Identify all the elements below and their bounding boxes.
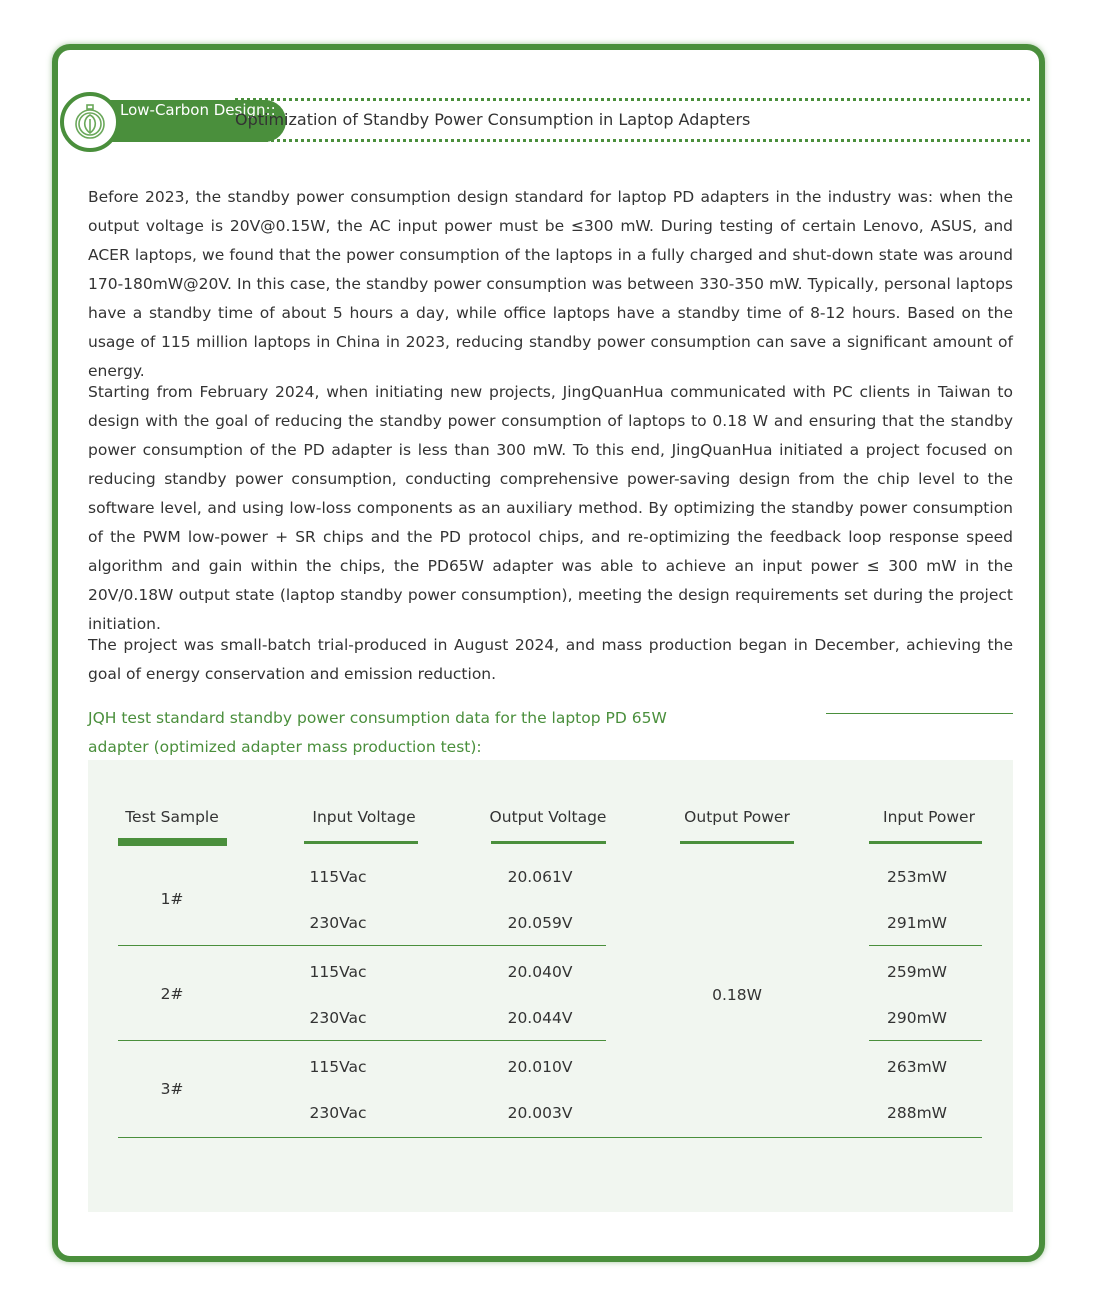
- header-underline: [491, 841, 606, 844]
- sample-name: 1#: [160, 890, 184, 908]
- sample-name: 2#: [160, 985, 184, 1003]
- badge-label: Low-Carbon Design::: [100, 100, 286, 142]
- table-caption: JQH test standard standby power consumption data for the laptop PD 65W adapter (optimized adapter mass production test):: [88, 709, 667, 756]
- header-underline: [118, 838, 227, 846]
- column-header: Input Power: [883, 808, 975, 826]
- input-power: 259mW: [886, 963, 948, 981]
- section-title: Optimization of Standby Power Consumption in Laptop Adapters: [235, 98, 1030, 142]
- input-voltage: 230Vac: [309, 1104, 367, 1122]
- row-divider: [118, 945, 606, 946]
- divider: [826, 713, 1013, 714]
- row-divider: [869, 945, 982, 946]
- paragraph: Starting from February 2024, when initiating new projects, JingQuanHua communicated with PC clients in Taiwan to design with the goal of reducing the standby power consumption of laptops to 0.18 W and ensuring that the standby power consumption of the PD adapter is less than 300 mW. To this end, JingQuanHua initiated a project focused on reducing standby power consumption, conducting comprehensive power-saving design from the chip level to the software level, and using low-loss components as an auxiliary method. By optimizing the standby power consumption of the PWM low-power + SR chips and the PD protocol chips, and re-optimizing the feedback loop response speed algorithm and gain within the chips, the PD65W adapter was able to achieve an input power ≤ 300 mW in the 20V/0.18W output state (laptop standby power consumption), meeting the design requirements set during the project initiation.: [88, 383, 1013, 633]
- input-power: 288mW: [886, 1104, 948, 1122]
- output-voltage: 20.040V: [507, 963, 573, 981]
- sample-name: 3#: [160, 1080, 184, 1098]
- output-voltage: 20.044V: [507, 1009, 573, 1027]
- row-divider: [118, 1137, 982, 1138]
- column-header: Test Sample: [125, 808, 219, 826]
- input-voltage: 230Vac: [309, 914, 367, 932]
- header-underline: [680, 841, 794, 844]
- input-voltage: 115Vac: [309, 1058, 367, 1076]
- input-voltage: 230Vac: [309, 1009, 367, 1027]
- paragraph: Before 2023, the standby power consumption design standard for laptop PD adapters in the industry was: when the output voltage is 20V@0.15W, the AC input power must be ≤300 mW. During testing of certain Lenovo, ASUS, and ACER laptops, we found that the power consumption of the laptops in a fully charged and shut-down state was around 170-180mW@20V. In this case, the standby power consumption was between 330-350 mW. Typically, personal laptops have a standby time of about 5 hours a day, while office laptops have a standby time of 8-12 hours. Based on the usage of 115 million laptops in China in 2023, reducing standby power consumption can save a significant amount of energy.: [88, 188, 1013, 380]
- column-header: Output Voltage: [489, 808, 607, 826]
- output-voltage: 20.003V: [507, 1104, 573, 1122]
- row-divider: [118, 1040, 606, 1041]
- input-power: 290mW: [886, 1009, 948, 1027]
- input-voltage: 115Vac: [309, 868, 367, 886]
- header-underline: [869, 841, 982, 844]
- input-power: 291mW: [886, 914, 948, 932]
- column-header: Input Voltage: [312, 808, 416, 826]
- paragraph: The project was small-batch trial-produced in August 2024, and mass production began in December, achieving the goal of energy conservation and emission reduction.: [88, 636, 1013, 683]
- output-voltage: 20.061V: [507, 868, 573, 886]
- input-voltage: 115Vac: [309, 963, 367, 981]
- row-divider: [869, 1040, 982, 1041]
- output-voltage: 20.010V: [507, 1058, 573, 1076]
- input-power: 263mW: [886, 1058, 948, 1076]
- input-power: 253mW: [886, 868, 948, 886]
- output-power: 0.18W: [712, 986, 762, 1004]
- column-header: Output Power: [684, 808, 790, 826]
- header-underline: [304, 841, 418, 844]
- leaf-stopwatch-icon: [60, 92, 120, 152]
- output-voltage: 20.059V: [507, 914, 573, 932]
- data-table: [88, 760, 1013, 1212]
